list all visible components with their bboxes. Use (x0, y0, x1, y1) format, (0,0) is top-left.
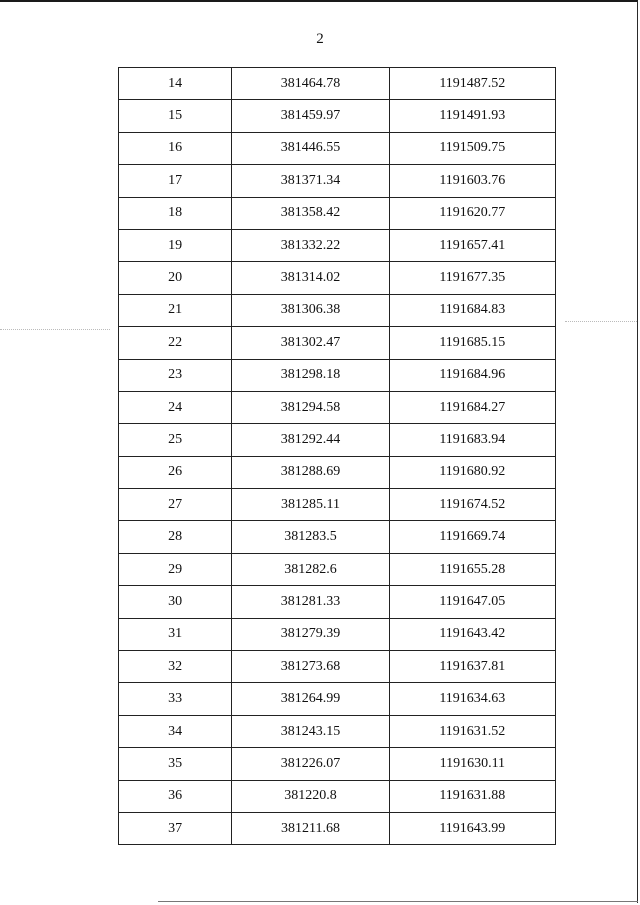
table-row (119, 521, 556, 553)
table-row (119, 489, 556, 521)
x-coordinate-cell: 381292.44 (232, 424, 389, 456)
x-coordinate-cell: 381211.68 (232, 812, 389, 844)
table-row (119, 391, 556, 423)
y-coordinate-cell: 1191491.93 (389, 100, 555, 132)
y-coordinate-cell: 1191643.42 (389, 618, 555, 650)
point-number-cell: 33 (119, 683, 232, 715)
x-coordinate-cell: 381371.34 (232, 165, 389, 197)
point-number-cell: 36 (119, 780, 232, 812)
table-row (119, 197, 556, 229)
x-coordinate-cell: 381358.42 (232, 197, 389, 229)
y-coordinate-cell: 1191680.92 (389, 456, 555, 488)
point-number-cell: 28 (119, 521, 232, 553)
y-coordinate-cell: 1191487.52 (389, 68, 555, 100)
x-coordinate-cell: 381288.69 (232, 456, 389, 488)
point-number-cell: 31 (119, 618, 232, 650)
y-coordinate-cell: 1191684.27 (389, 391, 555, 423)
y-coordinate-cell: 1191634.63 (389, 683, 555, 715)
point-number-cell: 19 (119, 229, 232, 261)
y-coordinate-cell: 1191657.41 (389, 229, 555, 261)
point-number-cell: 30 (119, 586, 232, 618)
point-number-cell: 32 (119, 651, 232, 683)
table-row (119, 780, 556, 812)
table-row (119, 100, 556, 132)
point-number-cell: 18 (119, 197, 232, 229)
page-number: 2 (316, 31, 324, 47)
x-coordinate-cell: 381294.58 (232, 391, 389, 423)
point-number-cell: 14 (119, 68, 232, 100)
x-coordinate-cell: 381306.38 (232, 294, 389, 326)
x-coordinate-cell: 381302.47 (232, 327, 389, 359)
y-coordinate-cell: 1191685.15 (389, 327, 555, 359)
point-number-cell: 25 (119, 424, 232, 456)
table-row (119, 683, 556, 715)
point-number-cell: 37 (119, 812, 232, 844)
x-coordinate-cell: 381464.78 (232, 68, 389, 100)
point-number-cell: 15 (119, 100, 232, 132)
point-number-cell: 27 (119, 489, 232, 521)
table-row (119, 651, 556, 683)
x-coordinate-cell: 381282.6 (232, 553, 389, 585)
y-coordinate-cell: 1191655.28 (389, 553, 555, 585)
x-coordinate-cell: 381226.07 (232, 748, 389, 780)
y-coordinate-cell: 1191674.52 (389, 489, 555, 521)
table-row (119, 359, 556, 391)
table-row (119, 229, 556, 261)
x-coordinate-cell: 381332.22 (232, 229, 389, 261)
table-row (119, 165, 556, 197)
bottom-edge-line (158, 901, 638, 902)
coordinates-table (118, 67, 556, 845)
point-number-cell: 21 (119, 294, 232, 326)
y-coordinate-cell: 1191677.35 (389, 262, 555, 294)
table-row (119, 294, 556, 326)
table-row (119, 553, 556, 585)
x-coordinate-cell: 381446.55 (232, 132, 389, 164)
x-coordinate-cell: 381459.97 (232, 100, 389, 132)
table-row (119, 748, 556, 780)
table-row (119, 456, 556, 488)
y-coordinate-cell: 1191684.96 (389, 359, 555, 391)
point-number-cell: 26 (119, 456, 232, 488)
x-coordinate-cell: 381285.11 (232, 489, 389, 521)
table-row (119, 327, 556, 359)
y-coordinate-cell: 1191643.99 (389, 812, 555, 844)
x-coordinate-cell: 381243.15 (232, 715, 389, 747)
x-coordinate-cell: 381273.68 (232, 651, 389, 683)
x-coordinate-cell: 381298.18 (232, 359, 389, 391)
point-number-cell: 16 (119, 132, 232, 164)
y-coordinate-cell: 1191637.81 (389, 651, 555, 683)
table-row (119, 715, 556, 747)
x-coordinate-cell: 381279.39 (232, 618, 389, 650)
table-row (119, 618, 556, 650)
table-row (119, 132, 556, 164)
point-number-cell: 34 (119, 715, 232, 747)
y-coordinate-cell: 1191620.77 (389, 197, 555, 229)
x-coordinate-cell: 381314.02 (232, 262, 389, 294)
y-coordinate-cell: 1191509.75 (389, 132, 555, 164)
y-coordinate-cell: 1191647.05 (389, 586, 555, 618)
scan-artifact-left (0, 329, 110, 330)
x-coordinate-cell: 381264.99 (232, 683, 389, 715)
point-number-cell: 17 (119, 165, 232, 197)
y-coordinate-cell: 1191683.94 (389, 424, 555, 456)
point-number-cell: 23 (119, 359, 232, 391)
y-coordinate-cell: 1191630.11 (389, 748, 555, 780)
point-number-cell: 24 (119, 391, 232, 423)
point-number-cell: 29 (119, 553, 232, 585)
y-coordinate-cell: 1191669.74 (389, 521, 555, 553)
point-number-cell: 20 (119, 262, 232, 294)
y-coordinate-cell: 1191631.88 (389, 780, 555, 812)
table-row (119, 424, 556, 456)
y-coordinate-cell: 1191684.83 (389, 294, 555, 326)
scan-artifact-right (565, 321, 637, 322)
table-row (119, 262, 556, 294)
x-coordinate-cell: 381220.8 (232, 780, 389, 812)
y-coordinate-cell: 1191631.52 (389, 715, 555, 747)
table-row (119, 68, 556, 100)
x-coordinate-cell: 381283.5 (232, 521, 389, 553)
table-row (119, 812, 556, 844)
coordinates-table-body (119, 68, 556, 845)
table-row (119, 586, 556, 618)
point-number-cell: 35 (119, 748, 232, 780)
y-coordinate-cell: 1191603.76 (389, 165, 555, 197)
x-coordinate-cell: 381281.33 (232, 586, 389, 618)
point-number-cell: 22 (119, 327, 232, 359)
